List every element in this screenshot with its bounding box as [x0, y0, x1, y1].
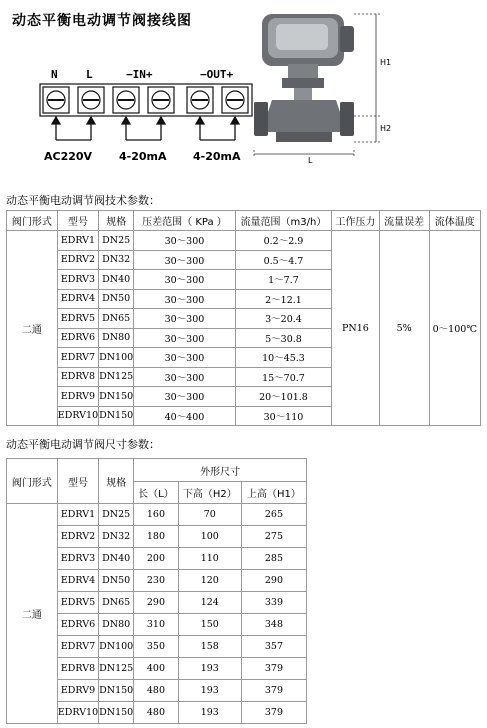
work-pressure-cell: PN16	[332, 231, 379, 426]
length-cell: 480	[134, 702, 178, 724]
lower-height-cell: 150	[178, 614, 241, 636]
table-row	[7, 504, 307, 526]
length-cell: 350	[134, 636, 178, 658]
upper-height-cell: 379	[241, 702, 306, 724]
model-cell: EDRV10	[57, 702, 98, 724]
terminal-strip	[40, 84, 252, 116]
model-cell: EDRV10	[57, 406, 98, 426]
size-cell: DN25	[99, 231, 134, 251]
lower-height-cell: 70	[178, 504, 241, 526]
group-label-input: 4-20mA	[119, 150, 167, 163]
header-cell: 规格	[99, 211, 134, 231]
length-cell: 290	[134, 592, 178, 614]
subheader-cell: 下高（H2）	[178, 482, 241, 504]
size-cell: DN100	[99, 348, 134, 368]
valve-type-cell: 二通	[7, 504, 58, 724]
size-cell: DN125	[99, 658, 134, 680]
upper-height-cell: 348	[241, 614, 306, 636]
dim-header-row	[7, 459, 307, 482]
lower-height-cell: 193	[178, 702, 241, 724]
pressure-range-cell: 30～300	[134, 231, 236, 251]
size-cell: DN50	[99, 289, 134, 309]
dim-label-l: L	[308, 156, 313, 165]
pressure-range-cell: 30～300	[134, 309, 236, 329]
terminal-screw-icon	[113, 87, 139, 113]
pressure-range-cell: 30～300	[134, 387, 236, 407]
length-cell: 310	[134, 614, 178, 636]
length-cell: 400	[134, 658, 178, 680]
diagram-drawing	[0, 0, 487, 170]
model-cell: EDRV6	[57, 614, 98, 636]
model-cell: EDRV1	[57, 504, 98, 526]
size-cell: DN32	[99, 250, 134, 270]
model-cell: EDRV4	[57, 570, 98, 592]
flow-range-cell: 0.5～4.7	[235, 250, 332, 270]
header-cell: 阀门形式	[7, 459, 58, 504]
terminal-label-out: −OUT+	[200, 68, 234, 81]
length-cell: 480	[134, 680, 178, 702]
dim-label-h2: H2	[380, 124, 392, 133]
length-cell: 160	[134, 504, 178, 526]
model-cell: EDRV7	[57, 348, 98, 368]
size-cell: DN32	[99, 526, 134, 548]
header-cell: 流量误差	[379, 211, 429, 231]
pressure-range-cell: 30～300	[134, 348, 236, 368]
spec-header-row	[7, 211, 481, 231]
model-cell: EDRV3	[57, 270, 98, 290]
flow-range-cell: 20～101.8	[235, 387, 332, 407]
spec-table	[6, 210, 481, 426]
model-cell: EDRV2	[57, 250, 98, 270]
lower-height-cell: 100	[178, 526, 241, 548]
size-cell: DN150	[99, 702, 134, 724]
terminal-screw-icon	[78, 87, 104, 113]
model-cell: EDRV3	[57, 548, 98, 570]
lower-height-cell: 120	[178, 570, 241, 592]
header-cell: 流量范围（m3/h）	[235, 211, 332, 231]
lower-height-cell: 158	[178, 636, 241, 658]
size-cell: DN40	[99, 270, 134, 290]
wiring-diagram	[0, 0, 487, 170]
model-cell: EDRV6	[57, 328, 98, 348]
upper-height-cell: 379	[241, 680, 306, 702]
subheader-cell: 长（L）	[134, 482, 178, 504]
pressure-range-cell: 30～300	[134, 289, 236, 309]
size-cell: DN40	[99, 548, 134, 570]
flow-range-cell: 0.2～2.9	[235, 231, 332, 251]
flow-range-cell: 5～30.8	[235, 328, 332, 348]
model-cell: EDRV4	[57, 289, 98, 309]
size-cell: DN80	[99, 614, 134, 636]
terminal-screw-icon	[148, 87, 174, 113]
flow-error-cell: 5%	[379, 231, 429, 426]
header-cell: 压差范围（ KPa ）	[134, 211, 236, 231]
model-cell: EDRV5	[57, 309, 98, 329]
flow-range-cell: 3～20.4	[235, 309, 332, 329]
size-cell: DN50	[99, 570, 134, 592]
pressure-range-cell: 30～300	[134, 250, 236, 270]
diagram-title: 动态平衡电动调节阀接线图	[12, 13, 192, 29]
model-cell: EDRV9	[57, 387, 98, 407]
subheader-cell: 上高（H1）	[241, 482, 306, 504]
length-cell: 230	[134, 570, 178, 592]
header-cell: 阀门形式	[7, 211, 58, 231]
model-cell: EDRV5	[57, 592, 98, 614]
size-cell: DN65	[99, 309, 134, 329]
header-cell: 型号	[57, 211, 98, 231]
upper-height-cell: 357	[241, 636, 306, 658]
length-cell: 200	[134, 548, 178, 570]
lower-height-cell: 193	[178, 680, 241, 702]
terminal-label-n: N	[51, 68, 58, 81]
pressure-range-cell: 40～400	[134, 406, 236, 426]
dim-label-h1: H1	[380, 58, 392, 67]
model-cell: EDRV7	[57, 636, 98, 658]
model-cell: EDRV9	[57, 680, 98, 702]
upper-height-cell: 265	[241, 504, 306, 526]
flow-range-cell: 30～110	[235, 406, 332, 426]
header-cell: 型号	[57, 459, 98, 504]
size-cell: DN150	[99, 387, 134, 407]
pressure-range-cell: 30～300	[134, 367, 236, 387]
upper-height-cell: 290	[241, 570, 306, 592]
header-cell: 规格	[99, 459, 134, 504]
flow-range-cell: 1～7.7	[235, 270, 332, 290]
header-cell: 工作压力	[332, 211, 379, 231]
model-cell: EDRV8	[57, 367, 98, 387]
flow-range-cell: 15～70.7	[235, 367, 332, 387]
dimension-table	[6, 458, 307, 724]
flow-range-cell: 10～45.3	[235, 348, 332, 368]
lower-height-cell: 124	[178, 592, 241, 614]
terminal-label-in: −IN+	[126, 68, 153, 81]
header-cell: 流体温度	[429, 211, 480, 231]
header-cell: 外形尺寸	[134, 459, 307, 482]
dim-section-title: 动态平衡电动调节阀尺寸参数：	[6, 438, 160, 451]
pressure-range-cell: 30～300	[134, 328, 236, 348]
valve-actuator-image	[254, 14, 354, 142]
upper-height-cell: 285	[241, 548, 306, 570]
valve-type-cell: 二通	[7, 231, 58, 426]
model-cell: EDRV8	[57, 658, 98, 680]
upper-height-cell: 379	[241, 658, 306, 680]
group-label-ac220v: AC220V	[44, 150, 93, 163]
size-cell: DN100	[99, 636, 134, 658]
size-cell: DN150	[99, 680, 134, 702]
size-cell: DN125	[99, 367, 134, 387]
lower-height-cell: 193	[178, 658, 241, 680]
table-row	[7, 231, 481, 251]
flow-range-cell: 2～12.1	[235, 289, 332, 309]
terminal-screw-icon	[222, 87, 248, 113]
terminal-screw-icon	[43, 87, 69, 113]
size-cell: DN65	[99, 592, 134, 614]
group-label-output: 4-20mA	[193, 150, 241, 163]
terminal-label-l: L	[86, 68, 93, 81]
upper-height-cell: 275	[241, 526, 306, 548]
model-cell: EDRV1	[57, 231, 98, 251]
size-cell: DN25	[99, 504, 134, 526]
length-cell: 180	[134, 526, 178, 548]
wire-arrows	[52, 117, 239, 140]
terminal-screw-icon	[187, 87, 213, 113]
spec-section-title: 动态平衡电动调节阀技术参数：	[6, 194, 160, 207]
fluid-temp-cell: 0～100℃	[429, 231, 480, 426]
size-cell: DN80	[99, 328, 134, 348]
pressure-range-cell: 30～300	[134, 270, 236, 290]
upper-height-cell: 339	[241, 592, 306, 614]
size-cell: DN150	[99, 406, 134, 426]
lower-height-cell: 110	[178, 548, 241, 570]
model-cell: EDRV2	[57, 526, 98, 548]
